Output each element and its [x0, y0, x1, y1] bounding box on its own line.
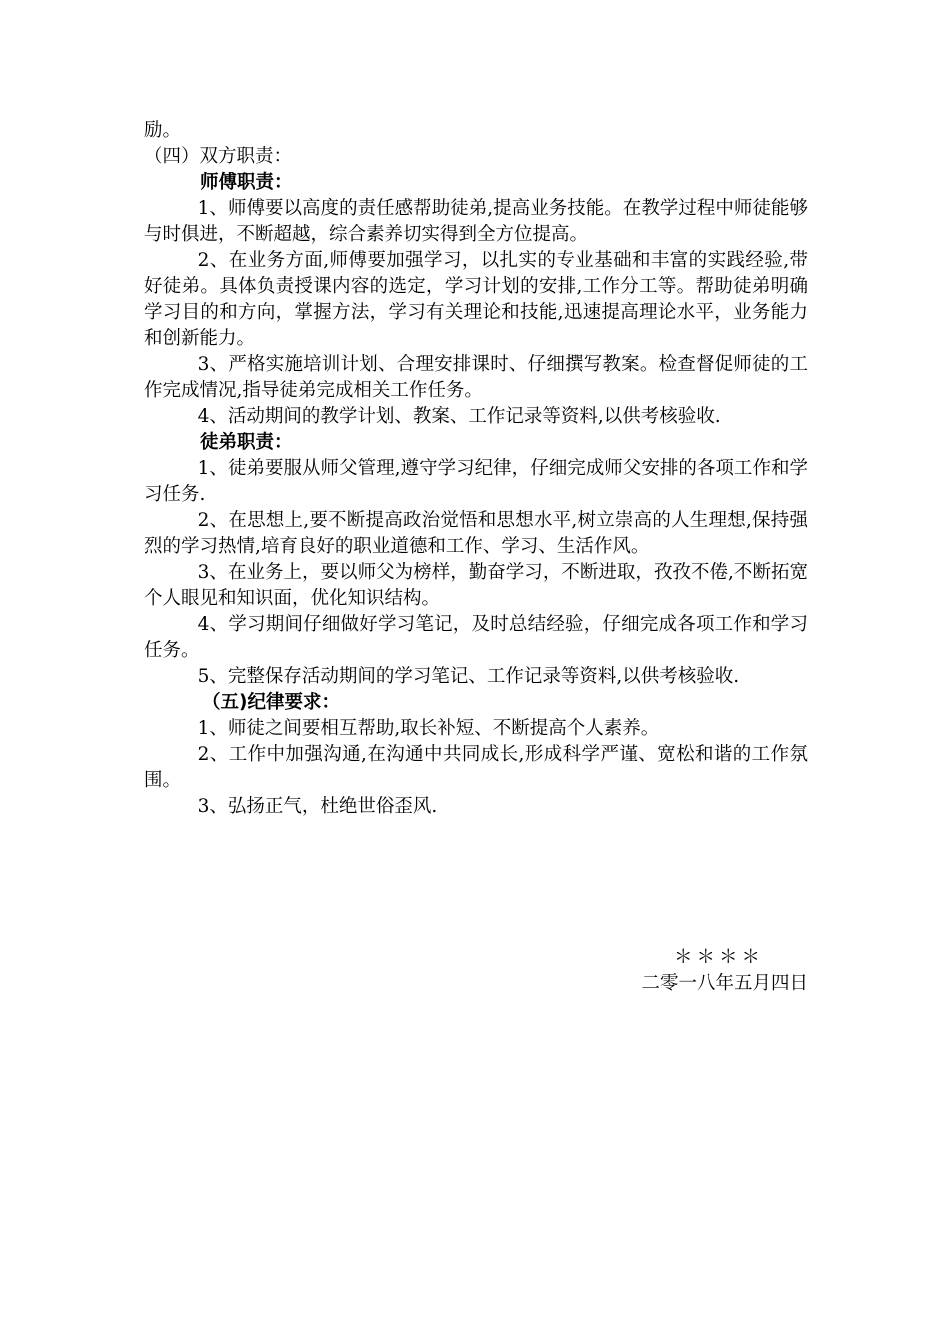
apprentice-heading: 徒弟职责： — [200, 432, 293, 453]
lead-fragment: 励。 — [144, 120, 182, 141]
master-item-3: 3、严格实施培训计划、合理安排课时、仔细撰写教案。检查督促师徒的工作完成情况,指导徒弟完成相关工作任务。 — [144, 354, 808, 401]
discipline-item-3: 3、弘扬正气，杜绝世俗歪风. — [197, 796, 438, 817]
apprentice-item-5: 5、完整保存活动期间的学习笔记、工作记录等资料,以供考核验收. — [197, 666, 740, 687]
apprentice-item-1: 1、徒弟要服从师父管理,遵守学习纪律，仔细完成师父安排的各项工作和学习任务. — [144, 458, 808, 505]
apprentice-item-4: 4、学习期间仔细做好学习笔记，及时总结经验，仔细完成各项工作和学习任务。 — [144, 614, 808, 661]
discipline-item-2: 2、工作中加强沟通,在沟通中共同成长,形成科学严谨、宽松和谐的工作氛围。 — [144, 744, 808, 791]
master-item-2: 2、在业务方面,师傅要加强学习，以扎实的专业基础和丰富的实践经验,带好徒弟。具体负责授课内容的选定，学习计划的安排,工作分工等。帮助徒弟明确学习目的和方向，掌握方法，学习有关理论和技能,迅速提高理论水平，业务能力和创新能力。 — [144, 250, 808, 349]
signature-block — [641, 945, 808, 997]
discipline-item-1: 1、师徒之间要相互帮助,取长补短、不断提高个人素养。 — [197, 718, 660, 739]
section4-title: （四）双方职责： — [144, 146, 293, 167]
apprentice-item-2: 2、在思想上,要不断提高政治觉悟和思想水平,树立崇高的人生理想,保持强烈的学习热情,培育良好的职业道德和工作、学习、生活作风。 — [144, 510, 808, 557]
signature-date: 二零一八年五月四日 — [641, 973, 808, 994]
document-body — [144, 118, 808, 820]
section5-title: （五)纪律要求： — [202, 692, 340, 713]
apprentice-item-3: 3、在业务上，要以师父为榜样，勤奋学习，不断进取，孜孜不倦,不断拓宽个人眼见和知识面，优化知识结构。 — [144, 562, 808, 609]
master-item-4: 4、活动期间的教学计划、教案、工作记录等资料,以供考核验收. — [197, 406, 721, 427]
signature-stars: ＊＊＊＊ — [673, 947, 764, 968]
master-heading: 师傅职责： — [200, 172, 293, 193]
master-item-1: 1、师傅要以高度的责任感帮助徒弟,提高业务技能。在教学过程中师徒能够与时俱进，不断超越，综合素养切实得到全方位提高。 — [144, 198, 808, 245]
